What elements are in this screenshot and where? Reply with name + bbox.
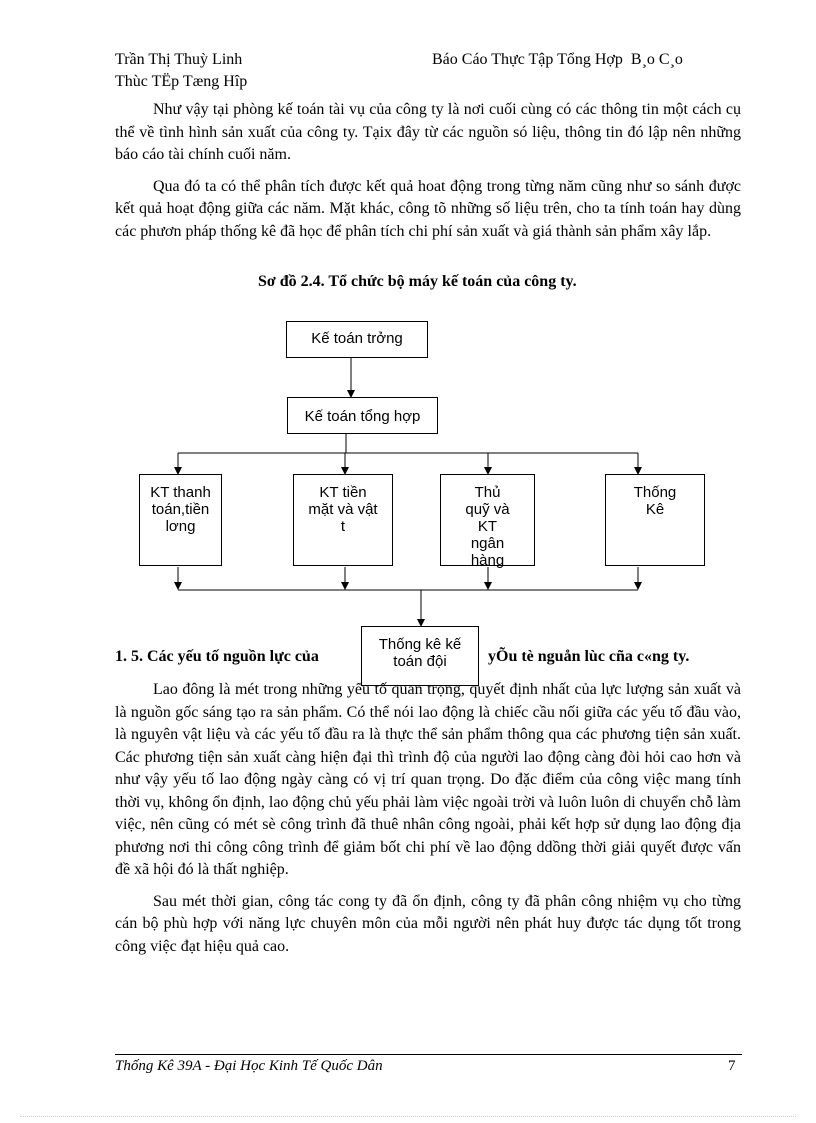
report-title-text: Báo Cáo Thực Tập Tổng Hợp [432,51,623,68]
paragraph-4: Sau mét thời gian, công tác cong ty đã ổn định, công ty đã phân công nhiệm vụ cho từng cán bộ phù hợp với năng lực chuyên môn của mỗi người nên phát huy được tác dụng tốt trong công việc đạt hiệu quả cao. [115,892,741,955]
author-extra: Thùc TËp Tæng Hîp [115,73,248,90]
paragraph-2: Qua đó ta có thể phân tích được kết quả hoat động trong từng năm cũng như so sánh được kết quả hoạt động giữa các năm. Mặt khác, công tõ những số liệu trên, cho ta tính toán hay dùng các phươn pháp thống kê đã học để phân tích chi phí sản xuất và giá thành sản phẩm xây lắp. [115,177,741,240]
team-accounting-box: Thống kê kế toán đội [361,626,479,686]
footer-rule [115,1054,742,1055]
page-edge-divider [20,1116,796,1117]
branch-box-cash: KT tiền mặt và vật t [293,474,393,566]
diagram-caption: Sơ đồ 2.4. Tổ chức bộ máy kế toán của công ty. [258,273,577,290]
section-heading-left: 1. 5. Các yếu tố nguồn lực của [115,648,319,665]
footer-text: Thống Kê 39A - Đại Học Kinh Tế Quốc Dân [115,1058,383,1074]
author-name: Trần Thị Thuỳ Linh [115,51,243,68]
labor-text [115,679,741,958]
general-accountant-box: Kế toán tổng hợp [287,397,438,434]
branch-box-payroll: KT thanh toán,tiền lơng [139,474,222,566]
branch-box-treasury: Thủ quỹ và KT ngân hàng [440,474,535,566]
branch-box-statistics: Thống Kê [605,474,705,566]
section-heading-right: yÕu tè nguån lùc cña c«ng ty. [488,648,690,665]
paragraph-1: Như vậy tại phòng kế toán tài vụ của công ty là nơi cuối cùng có các thông tin một cách cụ thể về tình hình sản xuất của công ty. Tạix đây từ các nguồn só liệu, thông tin đó lập nên những báo cáo tài chính cuối năm. [115,101,741,163]
paragraph-3: Lao đông là mét trong những yếu tố quan trọng, quyết định nhất của lực lượng sản xuất và là nguồn gốc sáng tạo ra sản phẩm. Có thể nói lao động là chiếc cầu nối giữa các yếu tố đầu vào, là nguyên vật liệu và các yếu tố đầu ra là thực thể sản phẩm thông qua các phương tiện sản xuất. Các phương tiện sản xuất càng hiện đại thì trình độ của người lao động càng đòi hỏi cao hơn và như vậy yếu tố lao động ngày càng có vị trí quan trọng. Do đặc điểm của công việc mang tính thời vụ, không ổn định, lao động chủ yếu phải làm việc ngoài trời và luôn luôn di chuyển chỗ làm việc, nên cũng có mét sè công trình đã thuê nhân công ngoài, phải kết hợp sử dụng lao động địa phương nơi thi công công trình để giảm bốt chi phí về lao động ddồng thời giải quyết được vấn đề xã hội đó là thất nghiệp. [115,681,741,878]
page-number: 7 [728,1058,736,1074]
chief-accountant-box: Kế toán trởng [286,321,428,358]
report-title-extra: B¸o C¸o [630,51,683,68]
